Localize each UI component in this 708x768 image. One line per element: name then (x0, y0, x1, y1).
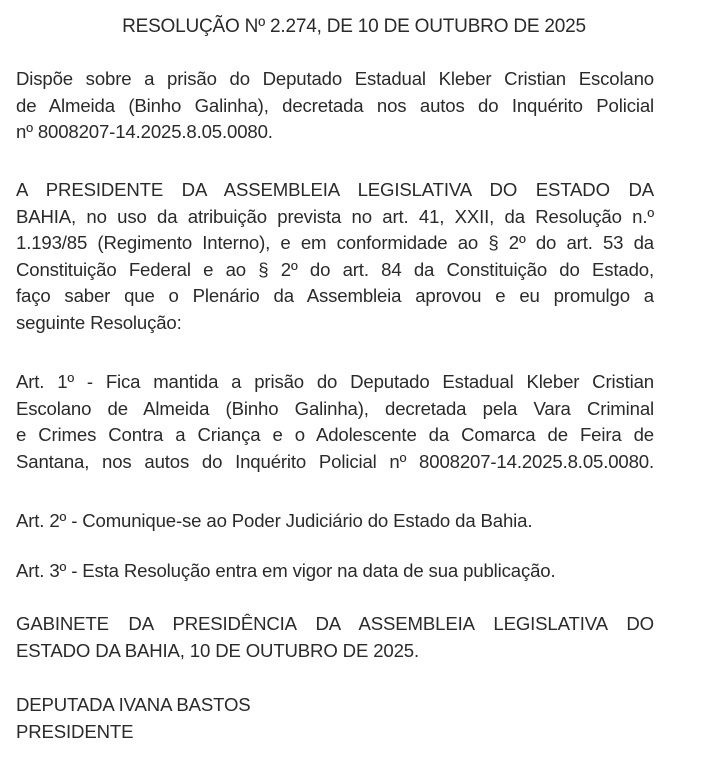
closing-line: GABINETE DA PRESIDÊNCIA DA ASSEMBLEIA LEGISLATIVA DO (16, 613, 654, 634)
signatory-name: DEPUTADA IVANA BASTOS (16, 694, 251, 715)
article-2-paragraph (16, 508, 654, 535)
ementa-line: Dispõe sobre a prisão do Deputado Estadual Kleber Cristian Escolano (16, 68, 654, 89)
preamble-line: Constituição Federal e ao § 2º do art. 84 da Constituição do Estado, (16, 258, 654, 280)
article-3-paragraph (16, 558, 654, 585)
article-2-text: Art. 2º - Comunique-se ao Poder Judiciário do Estado da Bahia. (16, 510, 533, 531)
resolution-title: RESOLUÇÃO Nº 2.274, DE 10 DE OUTUBRO DE 2025 (122, 16, 586, 37)
preamble-line: A PRESIDENTE DA ASSEMBLEIA LEGISLATIVA DO ESTADO DA (16, 179, 654, 200)
article-1-paragraph (16, 369, 654, 475)
ementa-line: nº 8008207-14.2025.8.05.0080. (16, 121, 273, 142)
preamble-line: 1.193/85 (Regimento Interno), e em conformidade ao § 2º do art. 53 da (16, 232, 654, 253)
ementa-paragraph (16, 66, 654, 146)
signatory-role: PRESIDENTE (16, 720, 134, 742)
signature-block (16, 692, 654, 745)
article-1-line: Art. 1º - Fica mantida a prisão do Deputado Estadual Kleber Cristian (16, 371, 654, 392)
preamble-line: faço saber que o Plenário da Assembleia aprovou e eu promulgo a (16, 285, 654, 306)
closing-paragraph (16, 611, 654, 664)
article-3-text: Art. 3º - Esta Resolução entra em vigor na data de sua publicação. (16, 560, 556, 581)
preamble-line: seguinte Resolução: (16, 311, 182, 333)
article-1-line: Escolano de Almeida (Binho Galinha), decretada pela Vara Criminal (16, 397, 654, 419)
ementa-line: de Almeida (Binho Galinha), decretada nos autos do Inquérito Policial (16, 94, 654, 116)
preamble-line: BAHIA, no uso da atribuição prevista no art. 41, XXII, da Resolução n.º (16, 205, 654, 227)
article-1-line: Santana, nos autos do Inquérito Policial nº 8008207-14.2025.8.05.0080. (16, 450, 654, 472)
closing-line: ESTADO DA BAHIA, 10 DE OUTUBRO DE 2025. (16, 639, 419, 661)
preamble-paragraph (16, 177, 654, 336)
article-1-line: e Crimes Contra a Criança e o Adolescente da Comarca de Feira de (16, 424, 654, 445)
